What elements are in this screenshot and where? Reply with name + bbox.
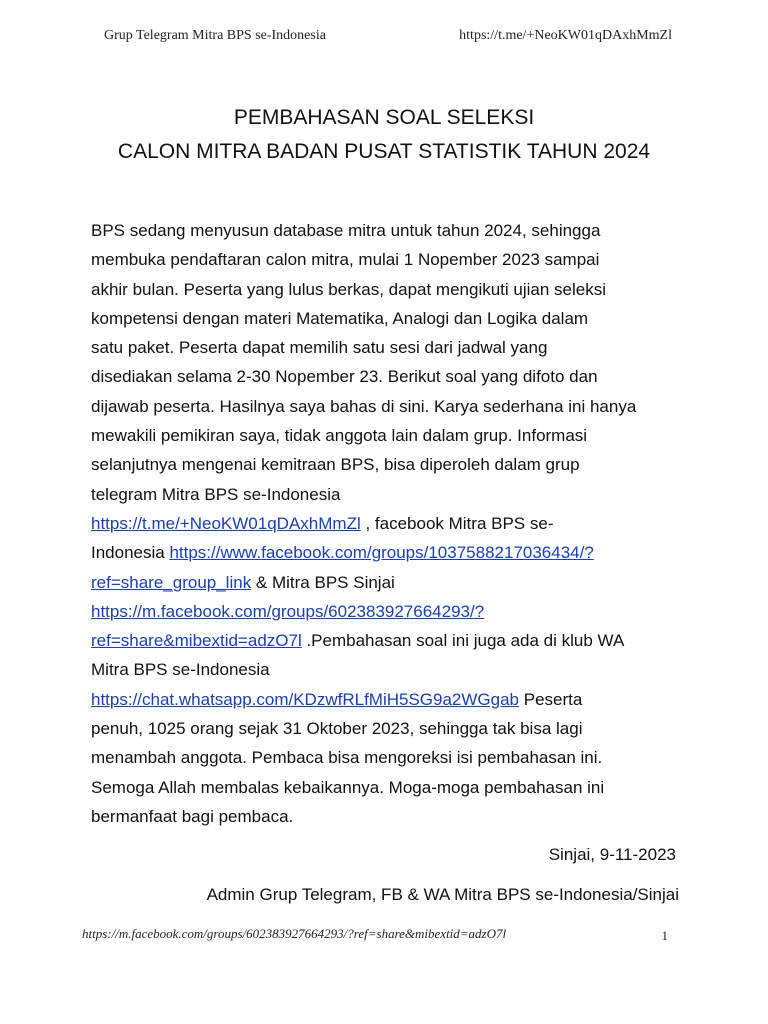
page-header <box>104 28 672 48</box>
whatsapp-group-link[interactable]: https://chat.whatsapp.com/KDzwfRLfMiH5SG9a2WGgab <box>91 689 520 709</box>
body-line: dijawab peserta. Hasilnya saya bahas di sini. Karya sederhana ini hanya <box>91 396 637 416</box>
body-text-span: .Pembahasan soal ini juga ada di klub WA <box>301 631 625 651</box>
body-line: Semoga Allah membalas kebaikannya. Moga-moga pembahasan ini <box>91 777 605 797</box>
header-telegram-url: https://t.me/+NeoKW01qDAxhMmZl <box>459 28 672 43</box>
signature-author: Admin Grup Telegram, FB & WA Mitra BPS se-Indonesia/Sinjai <box>206 885 679 904</box>
header-group-name: Grup Telegram Mitra BPS se-Indonesia <box>104 28 326 43</box>
page-number: 1 <box>661 928 668 943</box>
page-footer <box>82 926 668 946</box>
body-line: disediakan selama 2-30 Nopember 23. Berikut soal yang difoto dan <box>91 367 598 387</box>
body-line: selanjutnya mengenai kemitraan BPS, bisa diperoleh dalam grup <box>91 455 580 475</box>
body-line <box>91 568 681 597</box>
body-line: penuh, 1025 orang sejak 31 Oktober 2023, sehingga tak bisa lagi <box>91 719 583 739</box>
body-line <box>91 626 681 655</box>
facebook-group-link-cont[interactable]: ref=share_group_link <box>91 572 252 592</box>
body-line: telegram Mitra BPS se-Indonesia <box>91 484 341 504</box>
title-line-1: PEMBAHASAN SOAL SELEKSI <box>233 106 535 129</box>
body-line <box>91 685 681 714</box>
body-line: menambah anggota. Pembaca bisa mengoreksi isi pembahasan ini. <box>91 748 603 768</box>
body-line: BPS sedang menyusun database mitra untuk tahun 2024, sehingga <box>91 221 601 240</box>
facebook-sinjai-link[interactable]: https://m.facebook.com/groups/602383927664293/? <box>91 601 485 621</box>
body-text-span: , facebook Mitra BPS se- <box>360 513 554 533</box>
body-line <box>91 538 681 567</box>
body-line <box>91 509 681 538</box>
footer-facebook-url: https://m.facebook.com/groups/602383927664293/?ref=share&mibextid=adzO7l <box>82 926 507 941</box>
telegram-group-link[interactable]: https://t.me/+NeoKW01qDAxhMmZl <box>91 513 361 533</box>
title-line-2: CALON MITRA BADAN PUSAT STATISTIK TAHUN 2024 <box>117 140 651 163</box>
facebook-sinjai-link-cont[interactable]: ref=share&mibextid=adzO7l <box>91 631 302 651</box>
document-title <box>0 101 768 169</box>
body-text-span: & Mitra BPS Sinjai <box>251 572 395 592</box>
body-line: kompetensi dengan materi Matematika, Analogi dan Logika dalam <box>91 308 589 328</box>
body-text-span: Indonesia <box>91 543 170 563</box>
body-text-span: Peserta <box>519 689 583 709</box>
body-line: mewakili pemikiran saya, tidak anggota lain dalam grup. Informasi <box>91 426 588 446</box>
signature-place-date: Sinjai, 9-11-2023 <box>548 845 676 864</box>
body-line: membuka pendaftaran calon mitra, mulai 1 Nopember 2023 sampai <box>91 250 600 270</box>
body-line: Mitra BPS se-Indonesia <box>91 660 270 680</box>
body-line: satu paket. Peserta dapat memilih satu sesi dari jadwal yang <box>91 338 548 358</box>
body-line <box>91 597 681 626</box>
body-line: bermanfaat bagi pembaca. <box>91 806 294 826</box>
body-line: akhir bulan. Peserta yang lulus berkas, dapat mengikuti ujian seleksi <box>91 279 607 299</box>
intro-paragraph <box>91 216 681 831</box>
facebook-group-link[interactable]: https://www.facebook.com/groups/1037588217036434/? <box>169 543 594 563</box>
